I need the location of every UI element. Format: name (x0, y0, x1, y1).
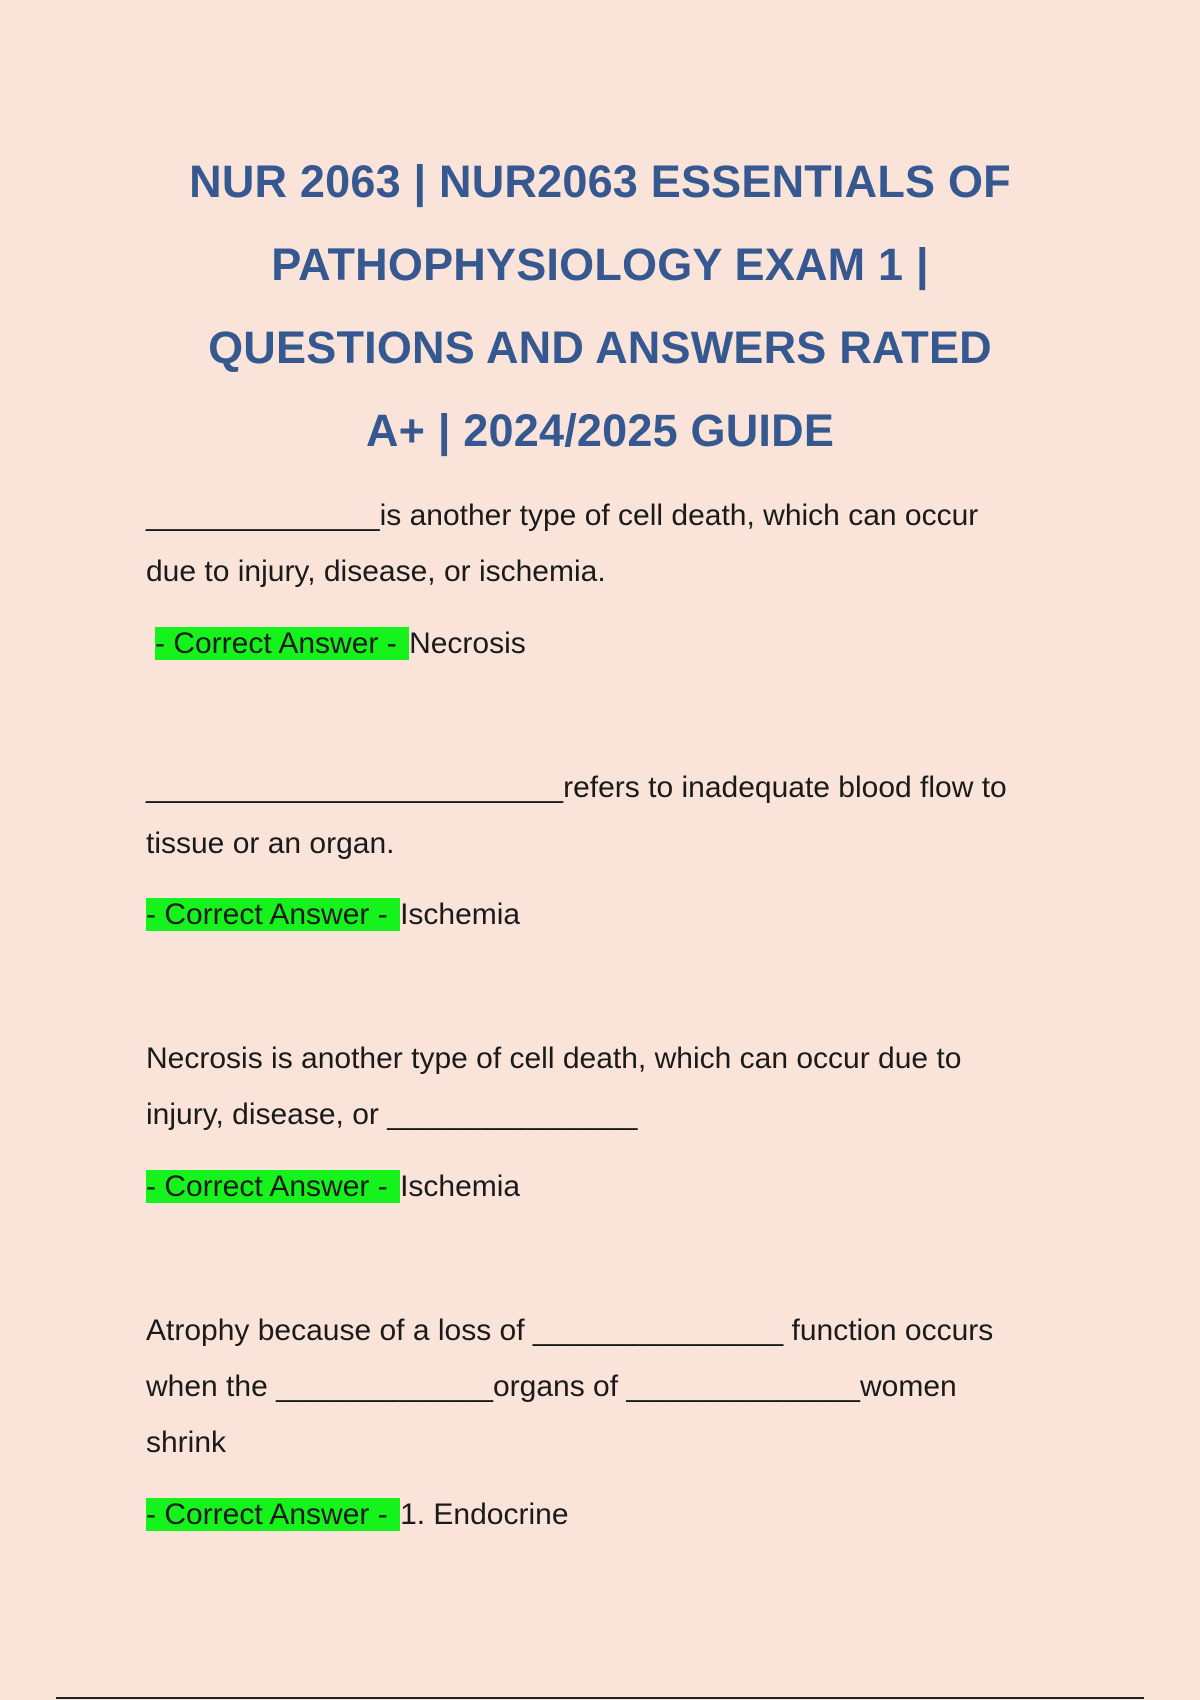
answer-text: 1. Endocrine (400, 1498, 569, 1531)
answer-text: Necrosis (409, 627, 526, 660)
answer-4 (146, 1496, 569, 1534)
correct-answer-label: - Correct Answer - (155, 627, 409, 660)
question-2 (146, 760, 1066, 872)
answer-text: Ischemia (400, 898, 521, 931)
question-line: _________________________refers to inadequate blood flow to (146, 771, 1007, 804)
answer-text: Ischemia (400, 1170, 521, 1203)
title-line: QUESTIONS AND ANSWERS RATED (208, 322, 992, 373)
correct-answer-label: - Correct Answer - (146, 1498, 400, 1531)
title-line: PATHOPHYSIOLOGY EXAM 1 | (271, 239, 929, 290)
question-line: shrink (146, 1426, 227, 1459)
question-1 (146, 488, 1066, 600)
question-line: Atrophy because of a loss of _______________ function occurs (146, 1314, 994, 1347)
question-line: due to injury, disease, or ischemia. (146, 555, 606, 588)
title-line: A+ | 2024/2025 GUIDE (365, 405, 835, 456)
question-line: tissue or an organ. (146, 827, 395, 860)
footer-divider (56, 1697, 1144, 1699)
title-line: NUR 2063 | NUR2063 ESSENTIALS OF (189, 156, 1011, 207)
document-title (140, 140, 1060, 472)
question-line: injury, disease, or _______________ (146, 1098, 638, 1131)
question-3 (146, 1031, 1066, 1143)
correct-answer-label: - Correct Answer - (146, 898, 400, 931)
question-line: when the _____________organs of ______________women (146, 1370, 957, 1403)
answer-1 (155, 625, 526, 663)
question-4 (146, 1303, 1066, 1471)
answer-3 (146, 1168, 520, 1206)
question-line: ______________is another type of cell death, which can occur (146, 499, 979, 532)
answer-2 (146, 896, 520, 934)
correct-answer-label: - Correct Answer - (146, 1170, 400, 1203)
question-line: Necrosis is another type of cell death, which can occur due to (146, 1042, 962, 1075)
